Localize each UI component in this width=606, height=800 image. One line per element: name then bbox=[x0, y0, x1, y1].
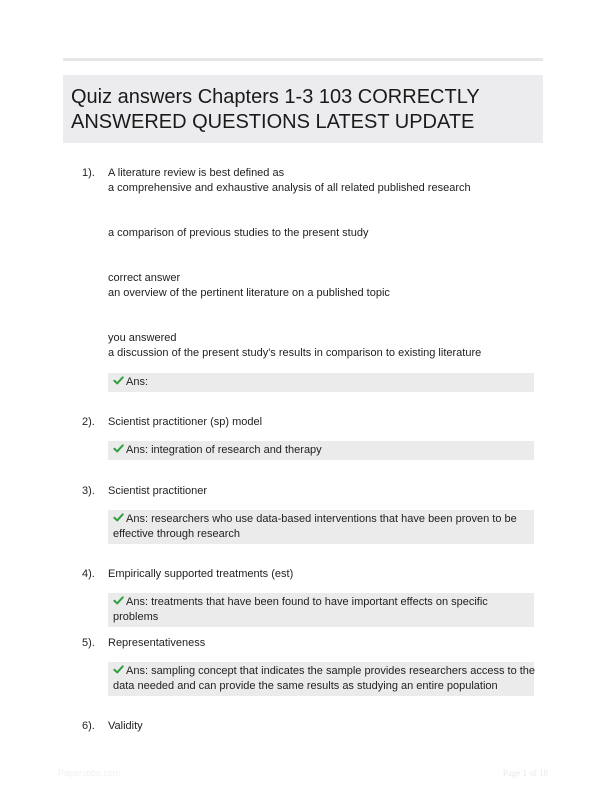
question-text: Empirically supported treatments (est) bbox=[108, 568, 294, 580]
answer-box bbox=[108, 441, 534, 460]
footer-watermark: Paperstibe.com bbox=[58, 768, 121, 778]
check-icon bbox=[113, 512, 124, 523]
answer-text: Ans: integration of research and therapy bbox=[126, 444, 322, 456]
answer-option: an overview of the pertinent literature on a published topic bbox=[108, 287, 390, 299]
question-number: 6). bbox=[82, 720, 95, 732]
check-icon bbox=[113, 664, 124, 675]
answer-box bbox=[108, 662, 534, 696]
answer-text: Ans: bbox=[126, 376, 149, 388]
question-text: A literature review is best defined as bbox=[108, 167, 285, 179]
answer-box bbox=[108, 510, 534, 544]
answer-text-continued: effective through research bbox=[113, 528, 240, 540]
check-icon bbox=[113, 443, 124, 454]
question-body bbox=[108, 719, 538, 734]
question-number: 1). bbox=[82, 167, 95, 179]
question-body bbox=[108, 415, 538, 430]
you-answered-label: you answered bbox=[108, 332, 177, 344]
page-number: Page 1 of 18 bbox=[502, 768, 548, 778]
answer-option: a comparison of previous studies to the present study bbox=[108, 227, 369, 239]
question-text: Validity bbox=[108, 720, 143, 732]
answer-text: Ans: treatments that have been found to have important effects on specific problems bbox=[113, 596, 488, 623]
answer-text: Ans: researchers who use data-based interventions that have been proven to be bbox=[126, 513, 517, 525]
title-line-2: ANSWERED QUESTIONS LATEST UPDATE bbox=[71, 111, 475, 133]
question-body bbox=[108, 636, 538, 651]
answer-text: Ans: sampling concept that indicates the sample provides researchers access to the bbox=[126, 665, 536, 677]
question-body bbox=[108, 166, 538, 361]
title-banner bbox=[63, 75, 543, 143]
title-line-1: Quiz answers Chapters 1-3 103 CORRECTLY bbox=[71, 86, 480, 108]
question-number: 5). bbox=[82, 637, 95, 649]
page-title bbox=[71, 85, 535, 135]
question-number: 4). bbox=[82, 568, 95, 580]
answer-box bbox=[108, 593, 534, 627]
question-text: Scientist practitioner bbox=[108, 485, 208, 497]
correct-answer-label: correct answer bbox=[108, 272, 181, 284]
answer-option: a comprehensive and exhaustive analysis of all related published research bbox=[108, 182, 471, 194]
question-body bbox=[108, 567, 538, 582]
question-number: 3). bbox=[82, 485, 95, 497]
question-text: Scientist practitioner (sp) model bbox=[108, 416, 263, 428]
question-text: Representativeness bbox=[108, 637, 206, 649]
check-icon bbox=[113, 375, 124, 386]
question-number: 2). bbox=[82, 416, 95, 428]
answer-text-continued: data needed and can provide the same results as studying an entire population bbox=[113, 680, 498, 692]
answer-box bbox=[108, 373, 534, 392]
answer-option: a discussion of the present study's results in comparison to existing literature bbox=[108, 347, 482, 359]
check-icon bbox=[113, 595, 124, 606]
question-body bbox=[108, 484, 538, 499]
top-divider bbox=[63, 58, 543, 61]
